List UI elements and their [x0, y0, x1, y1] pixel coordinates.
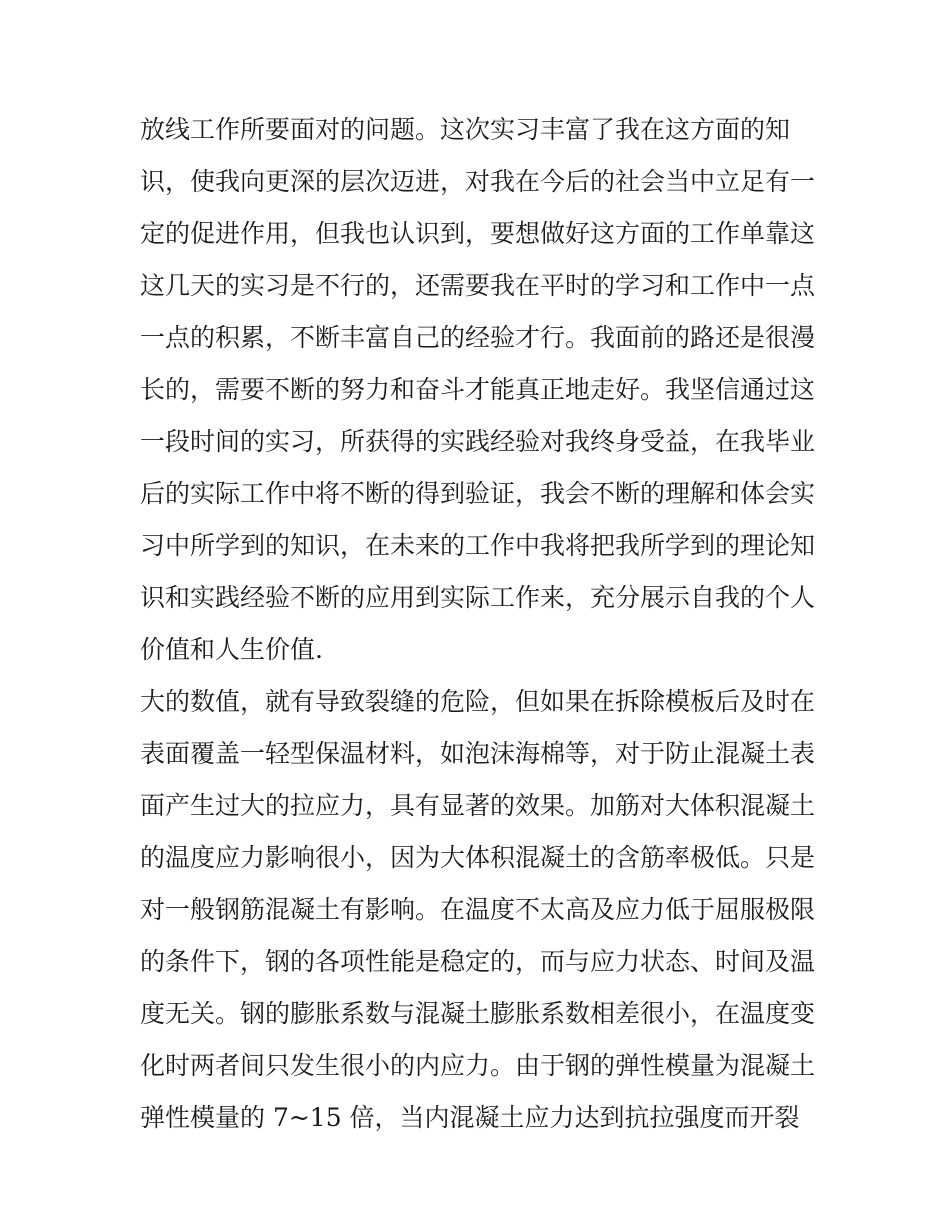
text-line: 对一般钢筋混凝土有影响。在温度不太高及应力低于屈服极限: [140, 895, 816, 924]
body-text: [140, 104, 820, 1144]
text-line: 表面覆盖一轻型保温材料，如泡沫海棉等，对于防止混凝土表: [140, 739, 816, 768]
text-line: 一点的积累，不断丰富自己的经验才行。我面前的路还是很漫: [140, 323, 816, 352]
text-line: 一段时间的实习，所获得的实践经验对我终身受益，在我毕业: [140, 427, 816, 456]
text-line: 这几天的实习是不行的，还需要我在平时的学习和工作中一点: [140, 271, 816, 300]
text-line: 习中所学到的知识，在未来的工作中我将把我所学到的理论知: [140, 531, 816, 560]
text-line: 价值和人生价值.: [140, 635, 323, 664]
text-line: 化时两者间只发生很小的内应力。由于钢的弹性模量为混凝土: [140, 1051, 816, 1080]
text-line: 定的促进作用，但我也认识到，要想做好这方面的工作单靠这: [140, 219, 816, 248]
text-line: 识，使我向更深的层次迈进，对我在今后的社会当中立足有一: [140, 167, 816, 196]
text-line: 度无关。钢的膨胀系数与混凝土膨胀系数相差很小，在温度变: [140, 999, 816, 1028]
text-line: 后的实际工作中将不断的得到验证，我会不断的理解和体会实: [140, 479, 816, 508]
text-line: 识和实践经验不断的应用到实际工作来，充分展示自我的个人: [140, 583, 816, 612]
text-line: 放线工作所要面对的问题。这次实习丰富了我在这方面的知: [140, 115, 791, 144]
text-line: 长的，需要不断的努力和奋斗才能真正地走好。我坚信通过这: [140, 375, 816, 404]
text-line: 的温度应力影响很小，因为大体积混凝土的含筋率极低。只是: [140, 843, 816, 872]
text-line: 大的数值，就有导致裂缝的危险，但如果在拆除模板后及时在: [140, 687, 816, 716]
text-line: 面产生过大的拉应力，具有显著的效果。加筋对大体积混凝土: [140, 791, 816, 820]
text-line: 的条件下，钢的各项性能是稳定的，而与应力状态、时间及温: [140, 947, 816, 976]
text-line: 弹性模量的 7~15 倍，当内混凝土应力达到抗拉强度而开裂: [140, 1103, 800, 1132]
